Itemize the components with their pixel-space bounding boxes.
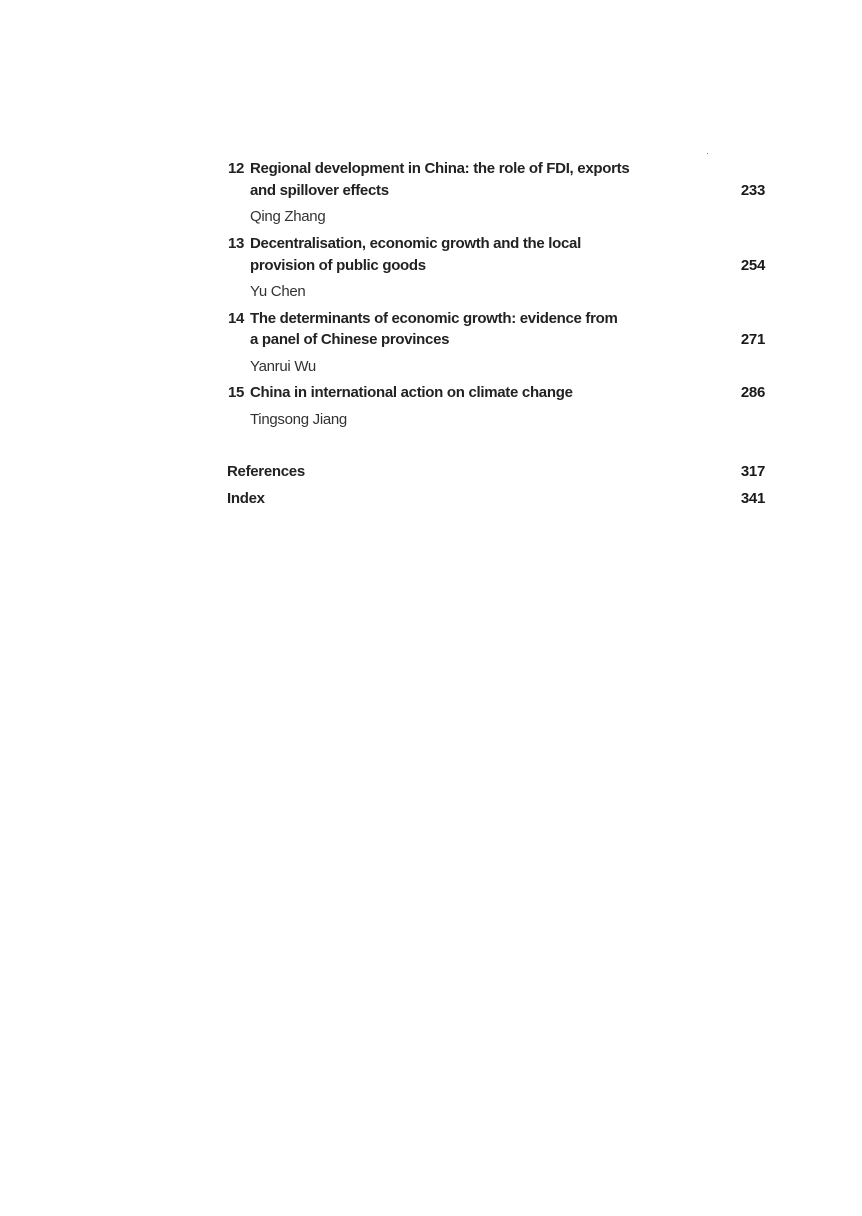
chapter-number: 13 <box>228 235 245 252</box>
chapter-author: Yu Chen <box>250 283 306 300</box>
scan-speck <box>707 153 708 154</box>
chapter-title: a panel of Chinese provinces <box>250 331 450 348</box>
chapter-author: Tingsong Jiang <box>250 411 347 428</box>
page-number: 254 <box>740 257 765 274</box>
page-number: 286 <box>740 384 765 401</box>
index-title: Index <box>227 490 265 507</box>
references-title: References <box>227 463 305 480</box>
page-number: 317 <box>740 463 765 480</box>
chapter-author: Qing Zhang <box>250 208 326 225</box>
page-number: 341 <box>740 490 765 507</box>
chapter-title: provision of public goods <box>250 257 426 274</box>
chapter-title: Decentralisation, economic growth and the local <box>250 235 581 252</box>
chapter-title: The determinants of economic growth: evidence from <box>250 310 618 327</box>
chapter-title: and spillover effects <box>250 182 389 199</box>
chapter-number: 15 <box>228 384 245 401</box>
page-number: 271 <box>740 331 765 348</box>
chapter-number: 12 <box>228 160 245 177</box>
chapter-author: Yanrui Wu <box>250 358 316 375</box>
chapter-title: Regional development in China: the role of FDI, exports <box>250 160 630 177</box>
chapter-number: 14 <box>228 310 245 327</box>
page-number: 233 <box>740 182 765 199</box>
chapter-title: China in international action on climate change <box>250 384 573 401</box>
